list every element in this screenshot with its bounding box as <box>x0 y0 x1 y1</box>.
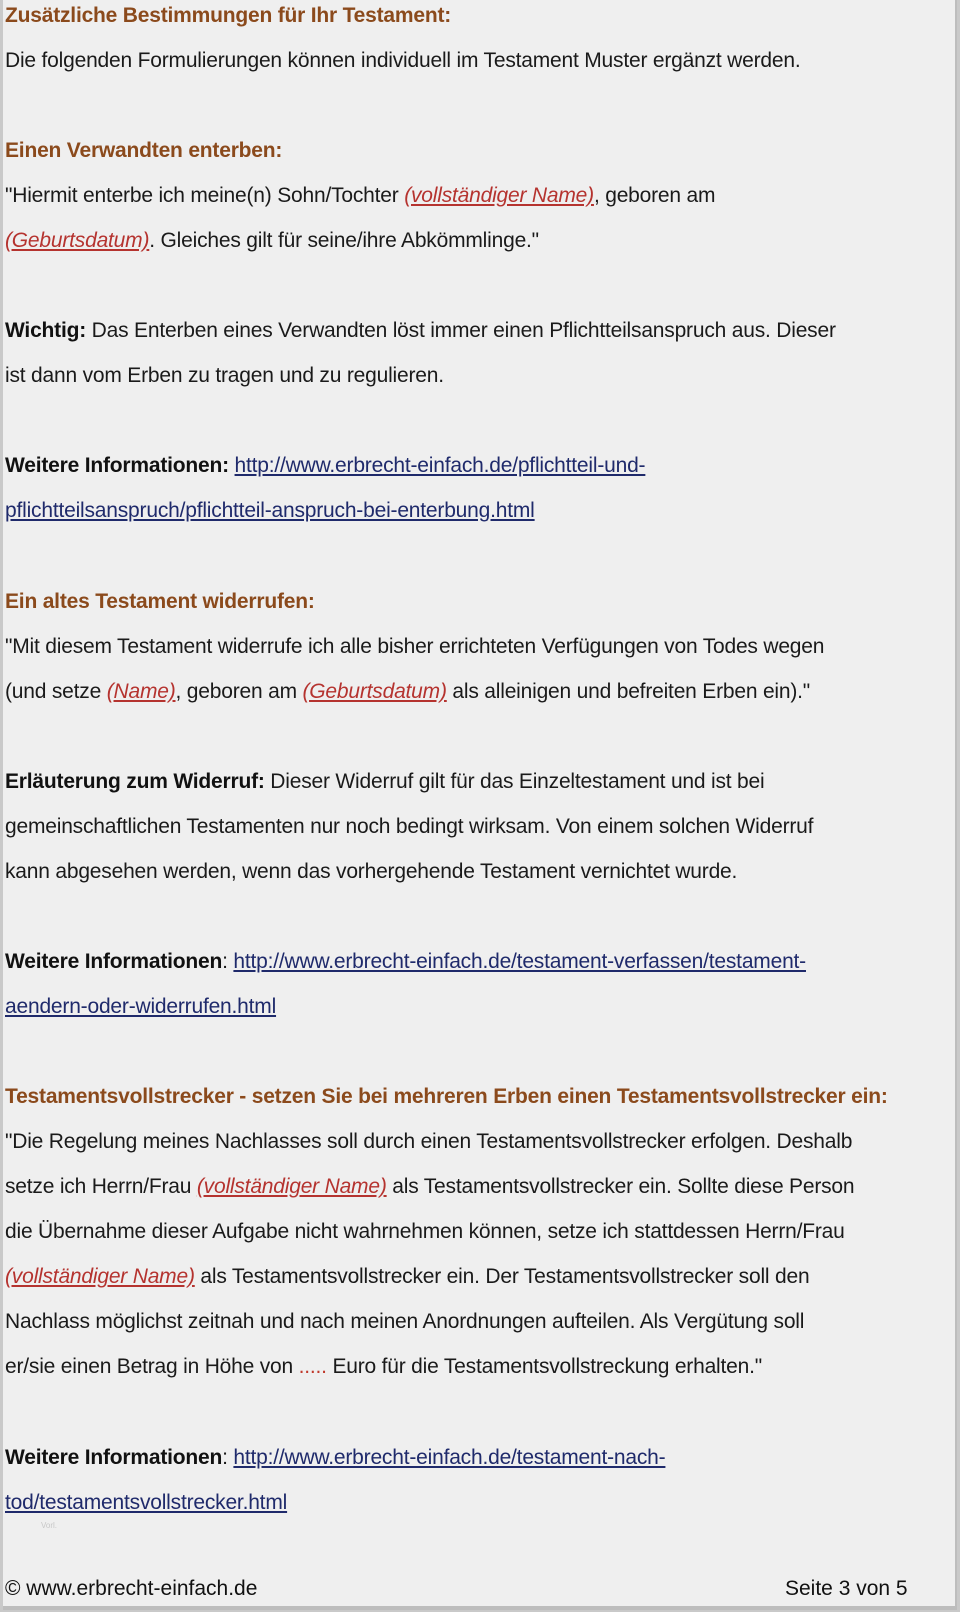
link-widerruf[interactable]: http://www.erbrecht-einfach.de/testament-verfassen/testament- <box>233 950 806 973</box>
heading-enterben: Einen Verwandten enterben: <box>5 139 283 162</box>
enterben-line-1 <box>5 184 715 208</box>
placeholder-full-name: (vollständiger Name) <box>196 1175 387 1198</box>
placeholder-full-name: (vollständiger Name) <box>5 1265 195 1288</box>
enterben-line-2 <box>5 229 539 253</box>
vollstrecker-info-line-1 <box>5 1446 665 1470</box>
vollstrecker-line-6 <box>5 1355 762 1379</box>
document-page <box>3 0 957 1610</box>
widerruf-line-1: "Mit diesem Testament widerrufe ich alle bisher errichteten Verfügungen von Todes wegen <box>5 635 825 658</box>
faint-mark: Vorl. <box>41 1521 58 1530</box>
text: : <box>222 1446 234 1469</box>
placeholder-name: (Name) <box>106 680 176 703</box>
info-label: Weitere Informationen <box>5 950 223 973</box>
enterben-info-line-2 <box>5 499 535 523</box>
footer-copyright: © www.erbrecht-einfach.de <box>5 1577 258 1600</box>
widerruf-note-line-1 <box>5 770 764 794</box>
link-vollstrecker[interactable]: http://www.erbrecht-einfach.de/testament-nach- <box>233 1446 666 1469</box>
note-label: Wichtig: <box>5 319 87 342</box>
vollstrecker-info-line-2 <box>5 1491 287 1515</box>
text: er/sie einen Betrag in Höhe von <box>5 1355 299 1378</box>
vollstrecker-line-1: "Die Regelung meines Nachlasses soll durch einen Testamentsvollstrecker erfolgen. Deshalb <box>5 1130 853 1153</box>
info-label: Weitere Informationen: <box>5 454 229 477</box>
amount-placeholder: ..... <box>298 1355 327 1378</box>
text: (und setze <box>5 680 107 703</box>
vollstrecker-line-4 <box>5 1265 809 1289</box>
placeholder-birthdate: (Geburtsdatum) <box>5 229 150 252</box>
widerruf-line-2 <box>5 680 810 704</box>
heading-widerruf: Ein altes Testament widerrufen: <box>5 590 315 613</box>
widerruf-info-line-2 <box>5 995 276 1019</box>
link-pflichtteil[interactable]: http://www.erbrecht-einfach.de/pflichtteil-und- <box>234 454 646 477</box>
text: als alleinigen und befreiten Erben ein)." <box>446 680 811 703</box>
link-pflichtteil-cont[interactable]: pflichtteilsanspruch/pflichtteil-anspruch-bei-enterbung.html <box>5 499 535 522</box>
enterben-note-line-2: ist dann vom Erben zu tragen und zu regulieren. <box>5 364 444 387</box>
text: als Testamentsvollstrecker ein. Sollte diese Person <box>386 1175 855 1198</box>
widerruf-info-line-1 <box>5 950 806 974</box>
widerruf-note-line-3: kann abgesehen werden, wenn das vorhergehende Testament vernichtet wurde. <box>5 860 738 883</box>
vollstrecker-line-5: Nachlass möglichst zeitnah und nach meinen Anordnungen aufteilen. Als Vergütung soll <box>5 1310 805 1333</box>
text: als Testamentsvollstrecker ein. Der Testamentsvollstrecker soll den <box>194 1265 810 1288</box>
page-title: Zusätzliche Bestimmungen für Ihr Testament: <box>5 4 452 27</box>
note-label: Erläuterung zum Widerruf: <box>5 770 265 793</box>
widerruf-note-line-2: gemeinschaftlichen Testamenten nur noch bedingt wirksam. Von einem solchen Widerruf <box>5 815 814 838</box>
placeholder-full-name: (vollständiger Name) <box>404 184 594 207</box>
vollstrecker-line-3: die Übernahme dieser Aufgabe nicht wahrnehmen können, setze ich stattdessen Herrn/Frau <box>5 1220 845 1243</box>
info-label: Weitere Informationen <box>5 1446 223 1469</box>
text: Euro für die Testamentsvollstreckung erhalten." <box>326 1355 763 1378</box>
text: Dieser Widerruf gilt für das Einzeltestament und ist bei <box>264 770 765 793</box>
text: , geboren am <box>593 184 716 207</box>
vollstrecker-line-2 <box>5 1175 854 1199</box>
placeholder-birthdate: (Geburtsdatum) <box>302 680 447 703</box>
link-vollstrecker-cont[interactable]: tod/testamentsvollstrecker.html <box>5 1491 288 1514</box>
footer-page-number: Seite 3 von 5 <box>785 1577 908 1600</box>
text: "Hiermit enterbe ich meine(n) Sohn/Tochter <box>5 184 405 207</box>
heading-vollstrecker: Testamentsvollstrecker - setzen Sie bei mehreren Erben einen Testamentsvollstrecker ein: <box>5 1085 888 1108</box>
intro-text: Die folgenden Formulierungen können individuell im Testament Muster ergänzt werden. <box>5 49 801 72</box>
text: : <box>222 950 234 973</box>
text: . Gleiches gilt für seine/ihre Abkömmlinge." <box>149 229 539 252</box>
text: , geboren am <box>175 680 303 703</box>
text: setze ich Herrn/Frau <box>5 1175 197 1198</box>
enterben-note-line-1 <box>5 319 836 343</box>
link-widerruf-cont[interactable]: aendern-oder-widerrufen.html <box>5 995 277 1018</box>
text: Das Enterben eines Verwandten löst immer einen Pflichtteilsanspruch aus. Dieser <box>86 319 836 342</box>
enterben-info-line-1 <box>5 454 645 478</box>
